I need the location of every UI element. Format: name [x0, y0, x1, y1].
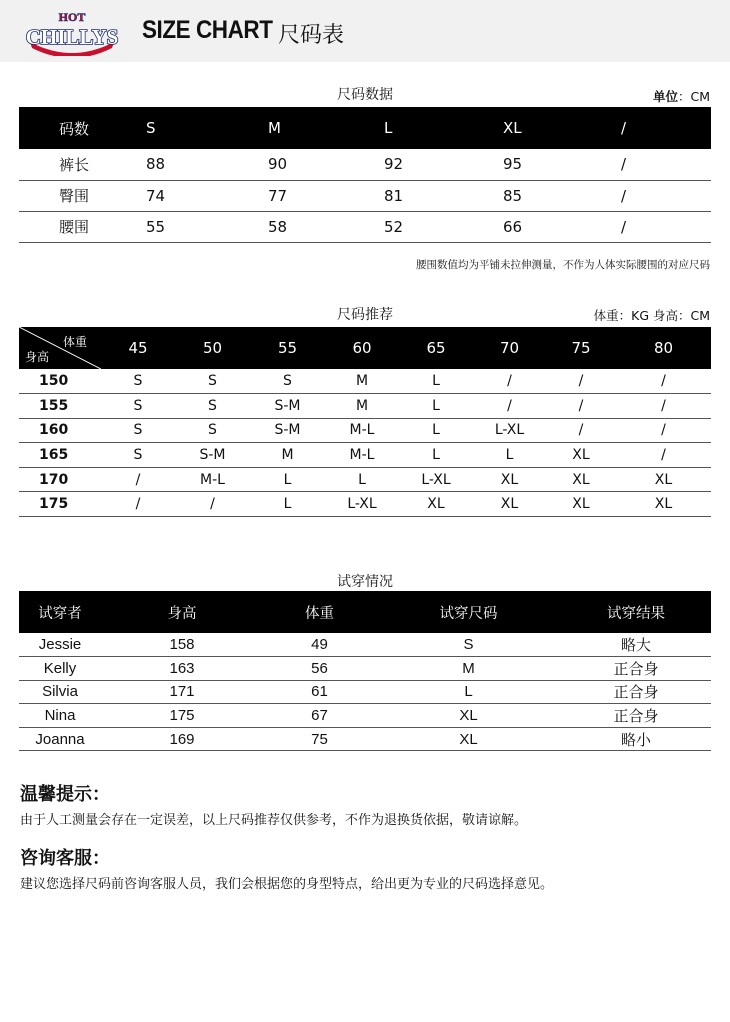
page-title: SIZE CHART [142, 16, 273, 44]
height-cell: 175 [39, 496, 69, 513]
height-cell: 165 [39, 447, 69, 464]
table-cell: / [661, 447, 666, 464]
table-cell: Kelly [43, 659, 77, 677]
table-cell: / [135, 496, 141, 513]
table-cell: XL [572, 471, 590, 488]
table-cell: M [355, 373, 369, 390]
table-cell: M [355, 397, 369, 414]
svg-text:HOT: HOT [58, 10, 86, 24]
table-cell: / [507, 397, 512, 414]
table-cell: / [135, 471, 141, 488]
column-header: 体重 [305, 605, 334, 622]
corner-weight-label: 体重 [62, 335, 87, 349]
recommend-unit: 体重：KG 身高：CM [593, 308, 710, 323]
table-cell: M-L [349, 447, 375, 464]
table-cell: S [208, 397, 217, 414]
column-header: 65 [426, 339, 446, 357]
table-cell: L-XL [421, 471, 451, 488]
recommend-title: 尺码推荐 [337, 307, 393, 323]
table-cell: XL [459, 730, 478, 748]
table-cell: Nina [44, 707, 76, 725]
table-cell: 52 [384, 217, 404, 236]
table-cell: M-L [200, 471, 225, 488]
height-cell: 170 [39, 471, 69, 488]
table-cell: 81 [384, 186, 404, 205]
table-cell: 171 [169, 683, 195, 701]
height-cell: 155 [39, 397, 69, 414]
fitting-title: 试穿情况 [337, 574, 393, 590]
fitting-table [19, 591, 711, 751]
table-cell: 66 [503, 217, 523, 236]
table-cell: L [464, 683, 473, 701]
table-cell: / [621, 155, 627, 174]
column-header: 80 [653, 339, 674, 357]
table-cell: L [432, 422, 440, 439]
table-row [19, 418, 711, 443]
table-cell: XL [654, 471, 673, 488]
table-cell: 92 [384, 155, 404, 174]
table-cell: L [432, 397, 440, 414]
table-cell: S [208, 373, 217, 390]
size-data-unit: 单位：CM [652, 89, 710, 104]
table-cell: XL [459, 707, 478, 725]
table-cell: L [358, 471, 366, 488]
table-cell: 75 [311, 730, 328, 748]
column-header: XL [503, 119, 522, 137]
height-cell: 150 [39, 373, 69, 390]
table-cell: / [661, 373, 666, 390]
table-cell: 略大 [620, 637, 651, 655]
table-cell: L [283, 471, 292, 488]
table-cell: 85 [503, 186, 523, 205]
table-cell: XL [654, 496, 673, 513]
table-cell: 74 [146, 186, 166, 205]
table-cell: L [283, 496, 292, 513]
table-cell: / [621, 217, 627, 236]
table-cell: 55 [146, 217, 166, 236]
table-cell: Jessie [38, 636, 82, 654]
table-cell: 175 [169, 707, 195, 725]
table-cell: 169 [169, 730, 195, 748]
table-cell: S [133, 397, 143, 414]
hot-chillys-logo [24, 8, 120, 56]
table-cell: 56 [311, 659, 328, 677]
table-cell: S [133, 422, 143, 439]
tips-text: 由于人工测量会存在一定误差，以上尺码推荐仅供参考，不作为退换货依据，敬请谅解。 [20, 813, 528, 828]
size-data-note: 腰围数值均为平铺未拉伸测量，不作为人体实际腰围的对应尺码 [416, 259, 710, 271]
table-cell: S [133, 447, 143, 464]
table-cell: 臀围 [59, 187, 90, 205]
table-cell: 58 [268, 217, 288, 236]
table-cell: / [507, 373, 512, 390]
table-cell: L-XL [347, 496, 377, 513]
table-row [19, 657, 711, 681]
svg-text:CHILLYS: CHILLYS [25, 25, 119, 49]
table-row [19, 211, 711, 242]
table-cell: 略小 [620, 731, 651, 749]
corner-height-label: 身高 [25, 350, 50, 364]
column-header: 码数 [59, 119, 90, 138]
tips-heading: 温馨提示： [20, 784, 110, 805]
table-cell: XL [500, 496, 519, 513]
table-row [19, 633, 711, 657]
table-cell: L [432, 447, 440, 464]
table-cell: / [210, 496, 215, 513]
page-subtitle: 尺码表 [278, 23, 345, 48]
table-cell: S [463, 636, 474, 654]
table-row [19, 443, 711, 468]
column-header: S [146, 119, 156, 137]
column-header: M [268, 119, 281, 137]
column-header: 试穿尺码 [439, 605, 498, 622]
table-cell: 90 [268, 155, 288, 174]
table-cell: 88 [146, 155, 166, 174]
table-cell: / [661, 397, 666, 414]
table-cell: 158 [169, 636, 195, 654]
table-cell: 163 [169, 659, 195, 677]
column-header: 70 [499, 339, 520, 357]
table-cell: / [578, 422, 584, 439]
table-cell: M-L [349, 422, 375, 439]
fitting-header-row [19, 591, 711, 633]
page-header [0, 0, 730, 62]
column-header: L [384, 119, 393, 137]
size-data-table [19, 107, 711, 243]
column-header: 50 [202, 339, 223, 357]
table-cell: Joanna [35, 730, 85, 748]
table-cell: S-M [274, 397, 301, 414]
table-cell: 裤长 [59, 155, 90, 174]
table-cell: M [281, 447, 294, 464]
recommend-header-row [19, 327, 711, 369]
table-cell: XL [500, 471, 519, 488]
table-cell: S-M [274, 422, 301, 439]
table-cell: 67 [311, 707, 328, 725]
table-cell: / [621, 186, 627, 205]
column-header: 试穿者 [38, 605, 82, 622]
table-cell: / [578, 373, 584, 390]
table-cell: XL [572, 496, 590, 513]
height-cell: 160 [39, 422, 69, 439]
table-cell: 61 [311, 683, 328, 701]
table-cell: 正合身 [613, 708, 659, 726]
table-row [19, 727, 711, 751]
table-cell: L-XL [494, 422, 525, 439]
table-row [19, 467, 711, 492]
table-cell: / [661, 422, 666, 439]
table-cell: Silvia [42, 683, 78, 701]
table-row [19, 704, 711, 728]
table-cell: XL [572, 447, 590, 464]
corner-cell [19, 327, 101, 369]
table-cell: 腰围 [59, 218, 90, 236]
table-cell: S-M [199, 447, 226, 464]
column-header: 55 [277, 339, 298, 357]
column-header: 试穿结果 [607, 605, 665, 622]
column-header: 60 [352, 339, 372, 357]
table-row [19, 680, 711, 704]
recommend-table [19, 327, 711, 517]
table-cell: S [133, 373, 143, 390]
table-row [19, 149, 711, 180]
service-text: 建议您选择尺码前咨询客服人员，我们会根据您的身型特点，给出更为专业的尺码选择意见。 [20, 877, 554, 892]
column-header: 45 [128, 339, 148, 357]
table-row [19, 180, 711, 211]
table-row [19, 369, 711, 394]
table-row [19, 492, 711, 517]
column-header: / [621, 119, 627, 137]
table-cell: XL [427, 496, 445, 513]
table-cell: 正合身 [613, 660, 659, 678]
table-row [19, 394, 711, 419]
table-cell: S [208, 422, 217, 439]
size-data-title: 尺码数据 [337, 87, 393, 103]
column-header: 身高 [167, 605, 197, 622]
table-cell: 正合身 [613, 684, 659, 702]
table-cell: 49 [311, 636, 328, 654]
table-cell: L [432, 373, 440, 390]
table-cell: / [578, 397, 584, 414]
table-cell: S [283, 373, 292, 390]
column-header: 75 [571, 339, 591, 357]
size-data-header-row [19, 107, 711, 149]
table-cell: M [462, 659, 475, 677]
table-cell: 77 [268, 186, 288, 205]
table-cell: L [505, 447, 514, 464]
service-heading: 咨询客服： [20, 848, 110, 869]
table-cell: 95 [503, 155, 523, 174]
